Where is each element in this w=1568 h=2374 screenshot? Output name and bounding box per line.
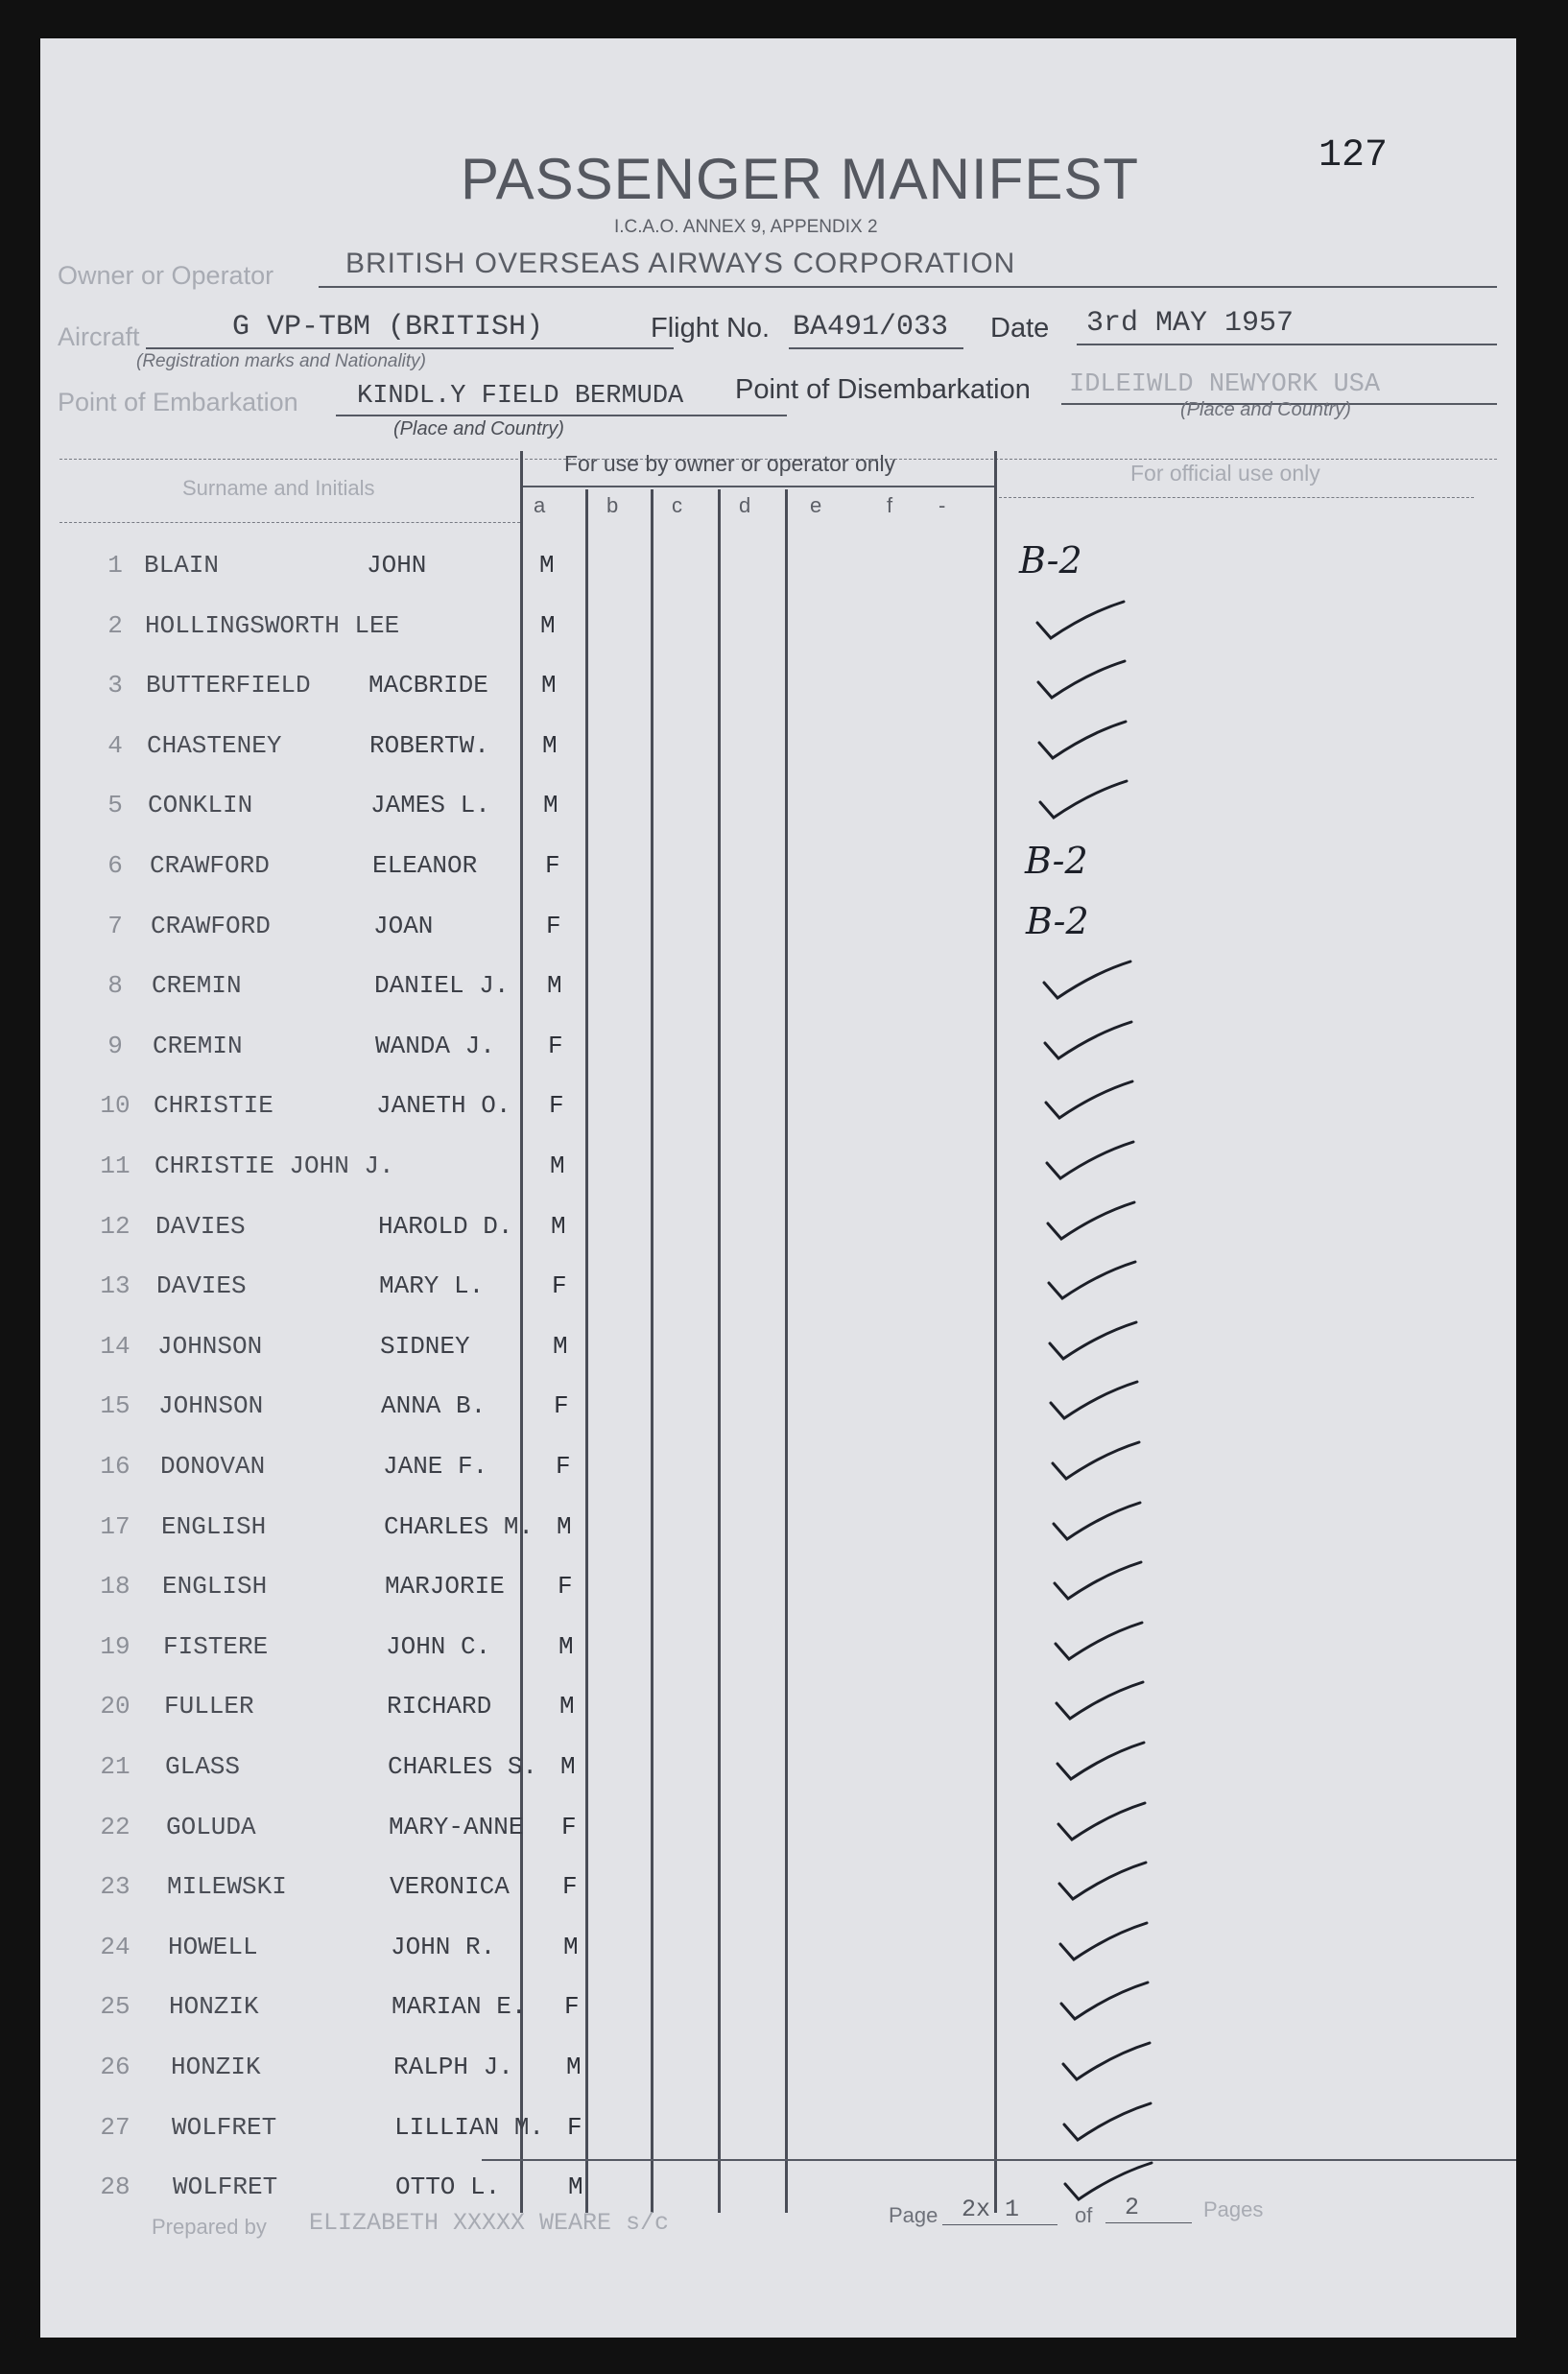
pages-label: Pages <box>1203 2197 1264 2221</box>
table-row <box>40 1078 1516 1137</box>
sub-col-rule <box>520 486 994 487</box>
given-name: JOAN <box>373 911 434 940</box>
given-name: OTTO L. <box>395 2172 501 2202</box>
sex: M <box>560 1752 576 1781</box>
disembark-label: Point of Disembarkation <box>735 374 1031 405</box>
check-mark-icon <box>1038 1074 1153 1128</box>
sub-col-header: e <box>810 493 822 517</box>
embark-value: KINDL.Y FIELD BERMUDA <box>357 382 684 411</box>
check-mark-icon <box>1057 2155 1173 2209</box>
row-number: 21 <box>100 1752 131 1781</box>
surname: CREMIN <box>152 971 242 1001</box>
check-mark-icon <box>1042 1315 1157 1368</box>
sex: M <box>568 2172 583 2202</box>
table-bottom-rule <box>482 2159 1516 2161</box>
row-number: 27 <box>100 2112 131 2142</box>
check-mark-icon <box>1047 1555 1162 1608</box>
handwritten-mark: B-2 <box>1025 840 1088 882</box>
row-number: 6 <box>107 851 123 880</box>
check-mark-icon <box>1050 1735 1165 1789</box>
given-name: MARJORIE <box>385 1572 505 1602</box>
given-name: CHARLES S. <box>388 1752 538 1781</box>
sex: M <box>563 1932 579 1961</box>
check-mark-icon <box>1037 1014 1152 1068</box>
table-row <box>40 1499 1516 1558</box>
sex: F <box>564 1992 580 2022</box>
embark-underline <box>336 415 787 416</box>
owner-value: BRITISH OVERSEAS AIRWAYS CORPORATION <box>345 248 1016 279</box>
row-number: 20 <box>100 1692 131 1721</box>
table-row <box>40 1979 1516 2038</box>
check-mark-icon <box>1031 653 1146 707</box>
sex: M <box>542 730 558 760</box>
given-name: MARIAN E. <box>392 1992 527 2022</box>
table-row <box>40 2100 1516 2159</box>
table-row <box>40 718 1516 777</box>
table-row <box>40 838 1516 897</box>
table-row <box>40 1678 1516 1738</box>
aircraft-note: (Registration marks and Nationality) <box>136 351 427 371</box>
row-number: 4 <box>107 730 123 760</box>
sex: M <box>543 791 558 820</box>
table-row <box>40 777 1516 837</box>
col-official-header: For official use only <box>1130 461 1320 486</box>
row-number: 7 <box>107 911 123 940</box>
sex: F <box>552 1271 567 1301</box>
sex: M <box>550 1151 565 1180</box>
table-row <box>40 1438 1516 1498</box>
sex: F <box>548 1031 563 1060</box>
header-bottom-rule <box>59 522 520 523</box>
row-number: 15 <box>100 1391 131 1421</box>
table-row <box>40 1199 1516 1258</box>
owner-underline <box>319 286 1497 288</box>
row-number: 3 <box>107 671 123 700</box>
sex: M <box>553 1331 568 1361</box>
sex: F <box>562 1872 578 1902</box>
date-label: Date <box>990 313 1050 344</box>
row-number: 8 <box>107 971 123 1001</box>
row-number: 12 <box>100 1211 131 1241</box>
given-name: ROBERTW. <box>369 730 489 760</box>
embark-note: (Place and Country) <box>393 418 564 439</box>
given-name: VERONICA <box>390 1872 510 1902</box>
aircraft-label: Aircraft <box>58 322 140 351</box>
surname: DAVIES <box>155 1211 246 1241</box>
sex: M <box>547 971 562 1001</box>
given-name: JOHN C. <box>386 1631 491 1661</box>
check-mark-icon <box>1039 1134 1154 1188</box>
given-name: ANNA B. <box>381 1391 487 1421</box>
sex: M <box>539 551 555 580</box>
given-name: CHARLES M. <box>384 1511 535 1541</box>
disembark-value: IDLEIWLD NEWYORK USA <box>1069 370 1381 399</box>
surname: BUTTERFIELD <box>146 671 311 700</box>
given-name: HAROLD D. <box>378 1211 513 1241</box>
given-name: RICHARD <box>387 1692 492 1721</box>
sex: F <box>558 1572 573 1602</box>
table-row <box>40 1919 1516 1979</box>
check-mark-icon <box>1049 1674 1164 1728</box>
surname: CONKLIN <box>148 791 253 820</box>
official-rule <box>994 497 1474 498</box>
sex: F <box>554 1391 569 1421</box>
given-name: MARY L. <box>379 1271 485 1301</box>
given-name: MACBRIDE <box>368 671 488 700</box>
owner-label: Owner or Operator <box>58 261 274 290</box>
row-number: 28 <box>100 2172 131 2202</box>
table-row <box>40 1378 1516 1437</box>
of-label: of <box>1075 2203 1093 2227</box>
surname: GLASS <box>165 1752 241 1781</box>
row-number: 22 <box>100 1812 131 1841</box>
table-row <box>40 1619 1516 1678</box>
given-name: JAMES L. <box>370 791 490 820</box>
check-mark-icon <box>1046 1495 1161 1549</box>
surname: ENGLISH <box>162 1572 268 1602</box>
table-row <box>40 2039 1516 2099</box>
surname: ENGLISH <box>161 1511 267 1541</box>
col-owner-header: For use by owner or operator only <box>564 451 896 476</box>
surname: HOLLINGSWORTH LEE <box>145 610 400 640</box>
check-mark-icon <box>1051 1795 1166 1849</box>
row-number: 13 <box>100 1271 131 1301</box>
sex: M <box>558 1631 574 1661</box>
check-mark-icon <box>1040 1195 1155 1248</box>
sex: F <box>546 911 561 940</box>
table-row <box>40 1018 1516 1078</box>
col-name-header: Surname and Initials <box>182 476 375 500</box>
check-mark-icon <box>1048 1615 1163 1669</box>
sub-col-header: f <box>887 493 893 517</box>
sex: F <box>567 2112 582 2142</box>
table-row <box>40 598 1516 657</box>
given-name: JANE F. <box>383 1452 488 1481</box>
row-number: 1 <box>107 551 123 580</box>
page-subtitle: I.C.A.O. ANNEX 9, APPENDIX 2 <box>614 217 878 237</box>
sub-col-header: - <box>938 493 946 517</box>
sub-col-header: d <box>739 493 751 517</box>
surname: FULLER <box>164 1692 254 1721</box>
row-number: 5 <box>107 791 123 820</box>
check-mark-icon <box>1052 1855 1167 1909</box>
surname: CRAWFORD <box>150 851 270 880</box>
page-label: Page <box>889 2203 938 2227</box>
surname: CREMIN <box>153 1031 243 1060</box>
sex: F <box>549 1091 564 1121</box>
of-value: 2 <box>1125 2194 1140 2221</box>
table-row <box>40 1799 1516 1859</box>
of-underline <box>1105 2222 1192 2223</box>
sex: F <box>545 851 560 880</box>
surname: JOHNSON <box>158 1391 264 1421</box>
given-name: SIDNEY <box>380 1331 470 1361</box>
sex: M <box>566 2053 582 2081</box>
flight-underline <box>789 347 963 349</box>
page-number: 127 <box>1319 134 1389 178</box>
check-mark-icon <box>1054 1975 1169 2029</box>
sex: M <box>541 671 557 700</box>
date-underline <box>1077 344 1497 345</box>
table-row <box>40 1138 1516 1198</box>
sex: F <box>556 1452 571 1481</box>
prepared-value: ELIZABETH XXXXX WEARE s/c <box>309 2209 670 2237</box>
given-name: DANIEL J. <box>374 971 510 1001</box>
row-number: 18 <box>100 1572 131 1602</box>
sex: M <box>557 1511 572 1541</box>
given-name: JANETH O. <box>376 1091 511 1121</box>
check-mark-icon <box>1043 1374 1158 1428</box>
row-number: 9 <box>107 1031 123 1060</box>
table-row <box>40 958 1516 1017</box>
row-number: 10 <box>100 1091 131 1121</box>
table-row <box>40 1859 1516 1918</box>
table-row <box>40 1318 1516 1378</box>
table-row <box>40 537 1516 597</box>
date-value: 3rd MAY 1957 <box>1086 307 1295 340</box>
row-number: 26 <box>100 2053 131 2081</box>
check-mark-icon <box>1036 954 1152 1008</box>
table-row <box>40 1739 1516 1798</box>
check-mark-icon <box>1057 2096 1172 2149</box>
surname: CHRISTIE JOHN J. <box>154 1151 394 1180</box>
surname: HONZIK <box>169 1992 259 2022</box>
surname: JOHNSON <box>157 1331 263 1361</box>
given-name: LILLIAN M. <box>394 2112 545 2142</box>
surname: HOWELL <box>168 1932 258 1961</box>
check-mark-icon <box>1030 594 1145 648</box>
surname: WOLFRET <box>172 2112 277 2142</box>
row-number: 14 <box>100 1331 131 1361</box>
row-number: 2 <box>107 610 123 640</box>
check-mark-icon <box>1032 714 1147 768</box>
table-row <box>40 657 1516 717</box>
aircraft-value: G VP-TBM (BRITISH) <box>232 311 544 344</box>
page-underline <box>942 2224 1057 2225</box>
check-mark-icon <box>1045 1435 1160 1488</box>
page-title: PASSENGER MANIFEST <box>461 147 1140 211</box>
disembark-note: (Place and Country) <box>1180 399 1351 420</box>
table-row <box>40 1558 1516 1618</box>
sub-col-header: b <box>606 493 619 517</box>
surname: DONOVAN <box>160 1452 266 1481</box>
surname: GOLUDA <box>166 1812 256 1841</box>
check-mark-icon <box>1056 2035 1171 2089</box>
surname: FISTERE <box>163 1631 269 1661</box>
given-name: RALPH J. <box>393 2053 513 2081</box>
surname: HONZIK <box>171 2053 261 2081</box>
row-number: 17 <box>100 1511 131 1541</box>
prepared-label: Prepared by <box>152 2215 267 2239</box>
aircraft-underline <box>146 347 674 349</box>
handwritten-mark: B-2 <box>1019 539 1082 582</box>
row-number: 16 <box>100 1452 131 1481</box>
sex: F <box>561 1812 577 1841</box>
row-number: 25 <box>100 1992 131 2022</box>
surname: CHRISTIE <box>154 1091 273 1121</box>
embark-label: Point of Embarkation <box>58 388 298 416</box>
sex: M <box>559 1692 575 1721</box>
sex: M <box>551 1211 566 1241</box>
given-name: JOHN <box>367 551 427 580</box>
surname: CRAWFORD <box>151 911 271 940</box>
flight-label: Flight No. <box>651 313 771 344</box>
surname: BLAIN <box>144 551 220 580</box>
surname: DAVIES <box>156 1271 247 1301</box>
given-name: JOHN R. <box>391 1932 496 1961</box>
table-row <box>40 2159 1516 2219</box>
handwritten-mark: B-2 <box>1026 899 1089 942</box>
manifest-page <box>40 38 1516 2338</box>
check-mark-icon <box>1033 773 1148 827</box>
page-value: 2x 1 <box>962 2196 1020 2223</box>
surname: CHASTENEY <box>147 730 282 760</box>
given-name: MARY-ANNE <box>389 1812 524 1841</box>
check-mark-icon <box>1053 1915 1168 1969</box>
row-number: 11 <box>100 1151 131 1180</box>
surname: MILEWSKI <box>167 1872 287 1902</box>
row-number: 19 <box>100 1631 131 1661</box>
given-name: WANDA J. <box>375 1031 495 1060</box>
sub-col-header: c <box>672 493 682 517</box>
table-row <box>40 898 1516 958</box>
surname: WOLFRET <box>173 2172 278 2202</box>
row-number: 23 <box>100 1872 131 1902</box>
sex: M <box>540 610 556 640</box>
flight-value: BA491/033 <box>793 311 949 344</box>
row-number: 24 <box>100 1932 131 1961</box>
check-mark-icon <box>1041 1254 1156 1308</box>
sub-col-header: a <box>534 493 546 517</box>
table-row <box>40 1258 1516 1318</box>
given-name: ELEANOR <box>372 851 478 880</box>
